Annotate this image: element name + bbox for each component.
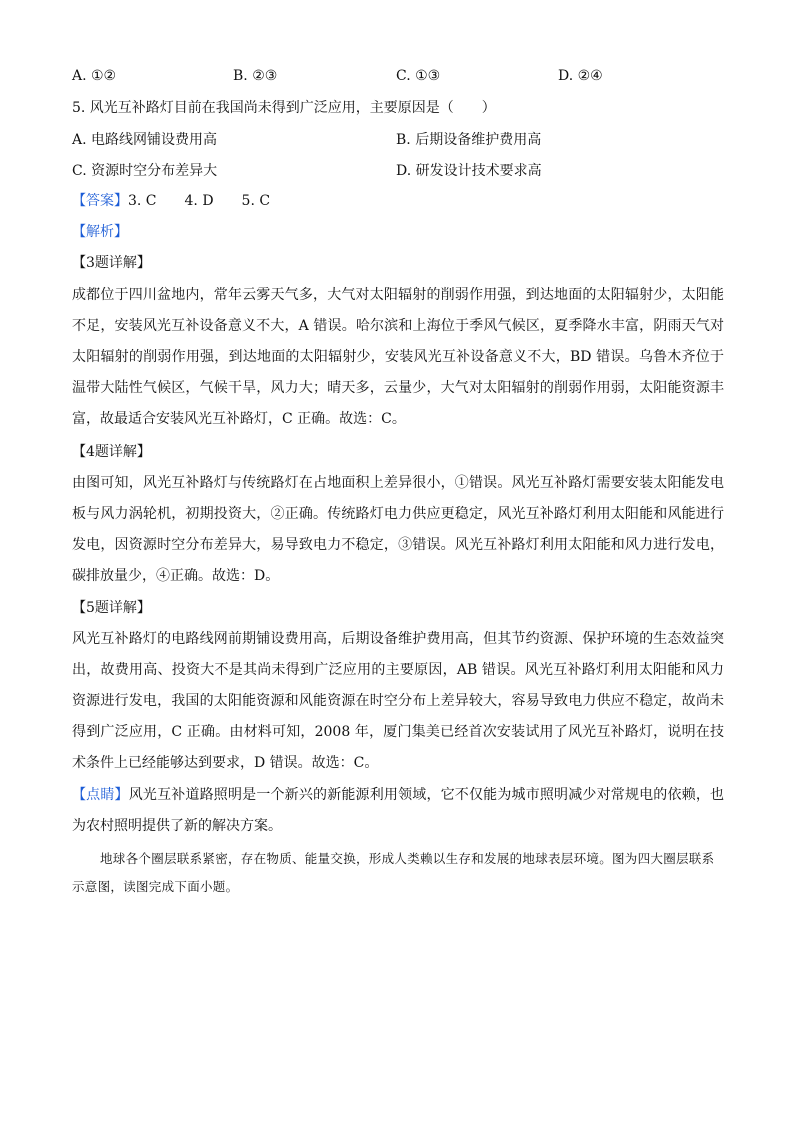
q4-option-a[interactable]: A. ①② bbox=[72, 68, 117, 84]
detail3-text: 成都位于四川盆地内，常年云雾天气多，大气对太阳辐射的削弱作用强，到达地面的太阳辐射少，太阳能不足，安装风光互补设备意义不大，A 错误。哈尔滨和上海位于季风气候区，夏季降水丰富，阴雨天气对太阳辐射的削弱作用强，到达地面的太阳辐射少，安装风光互补设备意义不大，BD 错误。乌鲁木齐位于温带大陆性气候区，气候干旱，风力大；晴天多，云量少，大气对太阳辐射的削弱作用弱，太阳能资源丰富，故最适合安装风光互补路灯，C 正确。故选：C。 bbox=[72, 287, 724, 427]
comment-block bbox=[72, 780, 724, 842]
answer-label: 【答案】 bbox=[72, 193, 128, 209]
comment-label: 【点睛】 bbox=[72, 787, 129, 803]
answer-line bbox=[72, 191, 270, 211]
q4-option-d[interactable]: D. ②④ bbox=[558, 68, 603, 84]
answer-text: 3. C 4. D 5. C bbox=[128, 193, 271, 209]
detail5-heading: 【5题详解】 bbox=[72, 600, 151, 616]
analysis-label: 【解析】 bbox=[72, 224, 128, 240]
q5-option-a[interactable]: A. 电路线网铺设费用高 bbox=[72, 132, 218, 148]
detail5-text: 风光互补路灯的电路线网前期铺设费用高，后期设备维护费用高，但其节约资源、保护环境的生态效益突出，故费用高、投资大不是其尚未得到广泛应用的主要原因，AB 错误。风光互补路灯利用太阳能和风力资源进行发电，我国的太阳能资源和风能资源在时空分布上差异较大，容易导致电力供应不稳定，故尚未得到广泛应用，C 正确。由材料可知，2008 年，厦门集美已经首次安装试用了风光互补路灯，说明在技术条件上已经能够达到要求，D 错误。故选：C。 bbox=[72, 631, 724, 771]
q5-option-d[interactable]: D. 研发设计技术要求高 bbox=[396, 163, 542, 179]
q5-option-b[interactable]: B. 后期设备维护费用高 bbox=[396, 132, 542, 148]
detail4-text: 由图可知，风光互补路灯与传统路灯在占地面积上差异很小，①错误。风光互补路灯需要安装太阳能发电板与风力涡轮机，初期投资大，②正确。传统路灯电力供应更稳定，风光互补路灯利用太阳能和风能进行发电，因资源时空分布差异大，易导致电力不稳定，③错误。风光互补路灯利用太阳能和风力进行发电，碳排放量少，④正确。故选：D。 bbox=[72, 475, 724, 584]
detail4-heading: 【4题详解】 bbox=[72, 444, 151, 460]
next-question-intro: 地球各个圈层联系紧密，存在物质、能量交换，形成人类赖以生存和发展的地球表层环境。图为四大圈层联系示意图，读图完成下面小题。 bbox=[72, 851, 715, 894]
q5-option-c[interactable]: C. 资源时空分布差异大 bbox=[72, 163, 218, 179]
comment-text: 风光互补道路照明是一个新兴的新能源利用领域，它不仅能为城市照明减少对常规电的依赖，也为农村照明提供了新的解决方案。 bbox=[72, 787, 725, 834]
q5-stem: 5. 风光互补路灯目前在我国尚未得到广泛应用，主要原因是（ ） bbox=[72, 100, 496, 116]
q4-option-c[interactable]: C. ①③ bbox=[396, 68, 441, 84]
q4-option-b[interactable]: B. ②③ bbox=[233, 68, 278, 84]
analysis-heading bbox=[72, 222, 128, 242]
detail3-heading: 【3题详解】 bbox=[72, 255, 151, 271]
